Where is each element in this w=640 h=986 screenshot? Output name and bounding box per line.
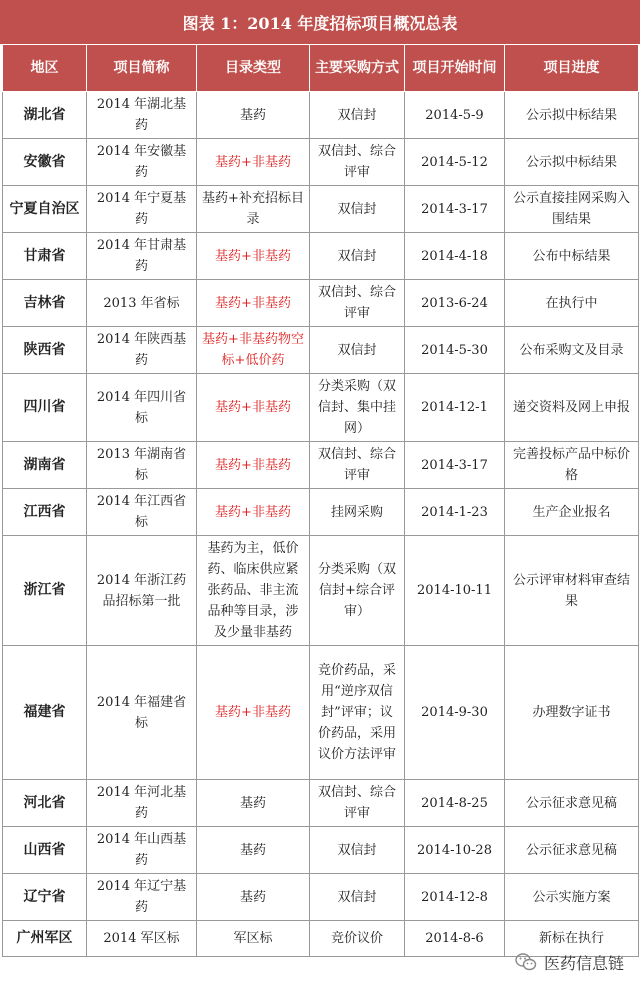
cell-project: 2013 年湖南省标 xyxy=(87,442,197,489)
table-row xyxy=(3,827,639,874)
wechat-icon xyxy=(514,950,538,974)
cell-progress: 公示实施方案 xyxy=(505,874,639,921)
cell-start-date: 2014-9-30 xyxy=(405,646,505,780)
cell-start-date: 2014-5-12 xyxy=(405,139,505,186)
table-row xyxy=(3,489,639,536)
cell-catalog: 基药+非基药 xyxy=(197,489,310,536)
cell-progress: 公布采购文及目录 xyxy=(505,327,639,374)
cell-start-date: 2014-5-9 xyxy=(405,92,505,139)
header-start-date: 项目开始时间 xyxy=(405,45,505,92)
cell-method: 双信封 xyxy=(310,92,405,139)
cell-catalog: 基药+非基药 xyxy=(197,233,310,280)
cell-region: 陕西省 xyxy=(3,327,87,374)
cell-catalog: 基药+非基药 xyxy=(197,280,310,327)
cell-progress: 公示拟中标结果 xyxy=(505,92,639,139)
cell-catalog: 军区标 xyxy=(197,921,310,957)
cell-catalog: 基药 xyxy=(197,780,310,827)
cell-start-date: 2014-12-1 xyxy=(405,374,505,442)
cell-method: 竞价议价 xyxy=(310,921,405,957)
cell-progress: 新标在执行 xyxy=(505,921,639,957)
procurement-table xyxy=(2,44,639,957)
cell-progress: 公示直接挂网采购入围结果 xyxy=(505,186,639,233)
cell-project: 2014 年甘肃基药 xyxy=(87,233,197,280)
cell-method: 双信封、综合评审 xyxy=(310,280,405,327)
cell-progress: 公示拟中标结果 xyxy=(505,139,639,186)
header-project: 项目简称 xyxy=(87,45,197,92)
cell-start-date: 2014-8-6 xyxy=(405,921,505,957)
cell-start-date: 2014-10-11 xyxy=(405,536,505,646)
cell-region: 吉林省 xyxy=(3,280,87,327)
cell-region: 浙江省 xyxy=(3,536,87,646)
cell-project: 2014 军区标 xyxy=(87,921,197,957)
cell-project: 2014 年辽宁基药 xyxy=(87,874,197,921)
table-row xyxy=(3,646,639,780)
cell-project: 2014 年福建省标 xyxy=(87,646,197,780)
cell-region: 山西省 xyxy=(3,827,87,874)
cell-progress: 公示评审材料审查结果 xyxy=(505,536,639,646)
table-row xyxy=(3,233,639,280)
cell-start-date: 2014-10-28 xyxy=(405,827,505,874)
cell-project: 2013 年省标 xyxy=(87,280,197,327)
cell-start-date: 2014-3-17 xyxy=(405,442,505,489)
cell-catalog: 基药+非基药 xyxy=(197,374,310,442)
cell-project: 2014 年安徽基药 xyxy=(87,139,197,186)
cell-method: 分类采购（双信封、集中挂网） xyxy=(310,374,405,442)
cell-project: 2014 年浙江药品招标第一批 xyxy=(87,536,197,646)
table-title: 图表 1：2014 年度招标项目概况总表 xyxy=(0,0,640,44)
watermark-text: 医药信息链 xyxy=(543,953,624,973)
cell-progress: 递交资料及网上申报 xyxy=(505,374,639,442)
table-row xyxy=(3,139,639,186)
cell-method: 双信封、综合评审 xyxy=(310,780,405,827)
cell-start-date: 2014-8-25 xyxy=(405,780,505,827)
table-row xyxy=(3,280,639,327)
cell-progress: 公示征求意见稿 xyxy=(505,780,639,827)
header-row xyxy=(3,45,639,92)
cell-region: 湖南省 xyxy=(3,442,87,489)
header-progress: 项目进度 xyxy=(505,45,639,92)
cell-region: 江西省 xyxy=(3,489,87,536)
cell-catalog: 基药+非基药物空标+低价药 xyxy=(197,327,310,374)
cell-method: 挂网采购 xyxy=(310,489,405,536)
cell-catalog: 基药+补充招标目录 xyxy=(197,186,310,233)
cell-region: 安徽省 xyxy=(3,139,87,186)
cell-catalog: 基药+非基药 xyxy=(197,646,310,780)
cell-catalog: 基药+非基药 xyxy=(197,442,310,489)
cell-catalog: 基药 xyxy=(197,874,310,921)
cell-project: 2014 年宁夏基药 xyxy=(87,186,197,233)
cell-start-date: 2014-5-30 xyxy=(405,327,505,374)
table-body xyxy=(3,92,639,957)
cell-project: 2014 年河北基药 xyxy=(87,780,197,827)
cell-method: 双信封 xyxy=(310,327,405,374)
cell-region: 甘肃省 xyxy=(3,233,87,280)
cell-start-date: 2014-1-23 xyxy=(405,489,505,536)
cell-region: 广州军区 xyxy=(3,921,87,957)
table-row xyxy=(3,536,639,646)
cell-progress: 在执行中 xyxy=(505,280,639,327)
cell-start-date: 2014-12-8 xyxy=(405,874,505,921)
cell-progress: 公布中标结果 xyxy=(505,233,639,280)
cell-start-date: 2014-4-18 xyxy=(405,233,505,280)
cell-project: 2014 年四川省标 xyxy=(87,374,197,442)
cell-method: 双信封 xyxy=(310,186,405,233)
cell-method: 分类采购（双信封+综合评审） xyxy=(310,536,405,646)
header-method: 主要采购方式 xyxy=(310,45,405,92)
header-region: 地区 xyxy=(3,45,87,92)
cell-progress: 生产企业报名 xyxy=(505,489,639,536)
cell-progress: 完善投标产品中标价格 xyxy=(505,442,639,489)
cell-region: 湖北省 xyxy=(3,92,87,139)
cell-project: 2014 年陕西基药 xyxy=(87,327,197,374)
cell-catalog: 基药 xyxy=(197,92,310,139)
cell-project: 2014 年江西省标 xyxy=(87,489,197,536)
cell-method: 双信封 xyxy=(310,827,405,874)
table-row xyxy=(3,442,639,489)
header-catalog: 目录类型 xyxy=(197,45,310,92)
cell-method: 竞价药品，采用“逆序双信封”评审；议价药品，采用议价方法评审 xyxy=(310,646,405,780)
cell-region: 宁夏自治区 xyxy=(3,186,87,233)
cell-catalog: 基药+非基药 xyxy=(197,139,310,186)
cell-method: 双信封、综合评审 xyxy=(310,139,405,186)
cell-method: 双信封 xyxy=(310,874,405,921)
cell-start-date: 2013-6-24 xyxy=(405,280,505,327)
cell-method: 双信封 xyxy=(310,233,405,280)
cell-catalog: 基药为主，低价药、临床供应紧张药品、非主流品种等目录，涉及少量非基药 xyxy=(197,536,310,646)
table-row xyxy=(3,327,639,374)
cell-region: 辽宁省 xyxy=(3,874,87,921)
table-row xyxy=(3,374,639,442)
table-row xyxy=(3,186,639,233)
cell-project: 2014 年湖北基药 xyxy=(87,92,197,139)
table-row xyxy=(3,92,639,139)
cell-region: 福建省 xyxy=(3,646,87,780)
table-row xyxy=(3,874,639,921)
watermark xyxy=(514,950,624,974)
cell-method: 双信封、综合评审 xyxy=(310,442,405,489)
cell-catalog: 基药 xyxy=(197,827,310,874)
cell-region: 河北省 xyxy=(3,780,87,827)
cell-progress: 办理数字证书 xyxy=(505,646,639,780)
cell-project: 2014 年山西基药 xyxy=(87,827,197,874)
cell-region: 四川省 xyxy=(3,374,87,442)
cell-progress: 公示征求意见稿 xyxy=(505,827,639,874)
table-row xyxy=(3,780,639,827)
cell-start-date: 2014-3-17 xyxy=(405,186,505,233)
